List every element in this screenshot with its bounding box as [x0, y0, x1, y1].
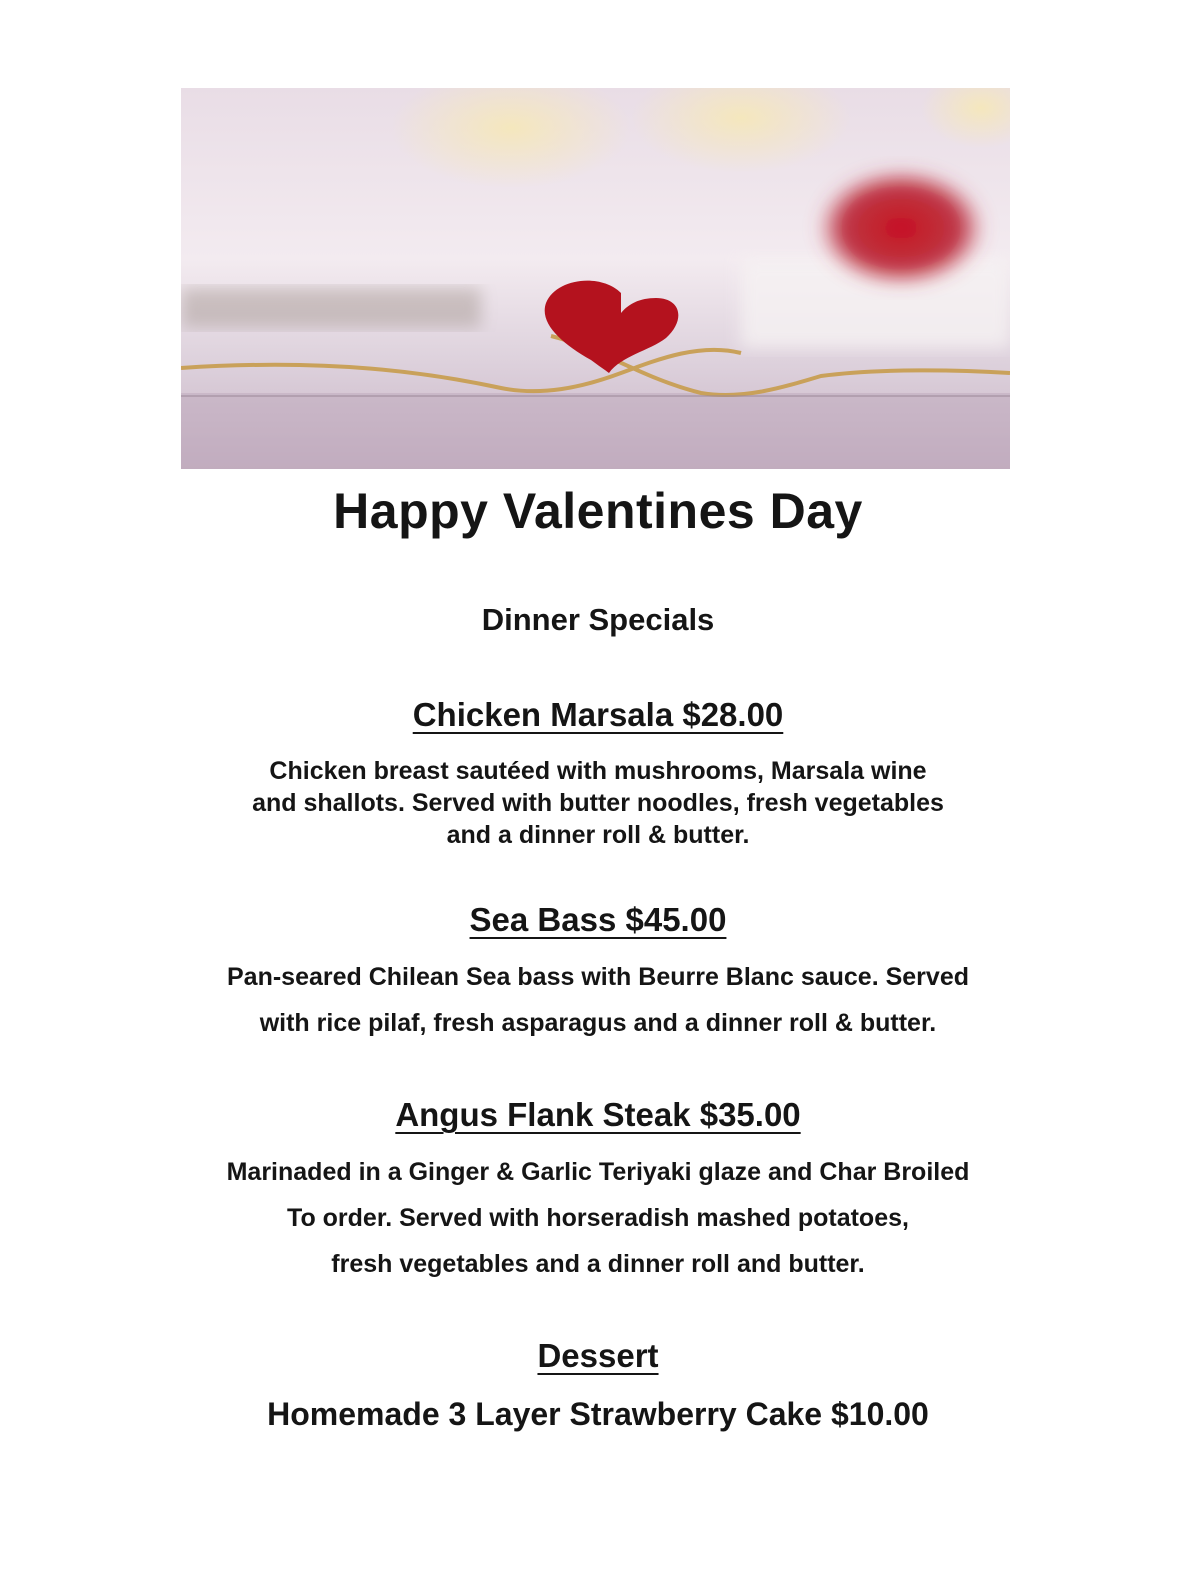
menu-item-description [0, 954, 1196, 1046]
menu-item-heading: Sea Bass $45.00 [469, 901, 727, 938]
hero-image [181, 88, 1010, 469]
description-line: and shallots. Served with butter noodles, fresh vegetables [252, 789, 944, 817]
page-subtitle: Dinner Specials [481, 602, 715, 637]
description-line: fresh vegetables and a dinner roll and butter. [331, 1250, 865, 1278]
menu-item-description [0, 1149, 1196, 1287]
dessert-heading: Dessert [537, 1337, 659, 1374]
menu-item-heading: Angus Flank Steak $35.00 [395, 1096, 801, 1133]
description-line: Pan-seared Chilean Sea bass with Beurre Blanc sauce. Served [227, 963, 969, 991]
description-line: Marinaded in a Ginger & Garlic Teriyaki glaze and Char Broiled [226, 1158, 970, 1186]
heart-on-fork-photo-icon [181, 88, 1010, 469]
description-line: and a dinner roll & butter. [446, 821, 750, 849]
dessert-item: Homemade 3 Layer Strawberry Cake $10.00 [267, 1396, 929, 1432]
description-line: with rice pilaf, fresh asparagus and a dinner roll & butter. [259, 1009, 937, 1037]
menu-item-heading: Chicken Marsala $28.00 [412, 696, 784, 733]
menu-item-description [0, 755, 1196, 851]
page-title: Happy Valentines Day [333, 483, 863, 539]
description-line: Chicken breast sautéed with mushrooms, Marsala wine [269, 757, 927, 785]
description-line: To order. Served with horseradish mashed potatoes, [287, 1204, 909, 1232]
